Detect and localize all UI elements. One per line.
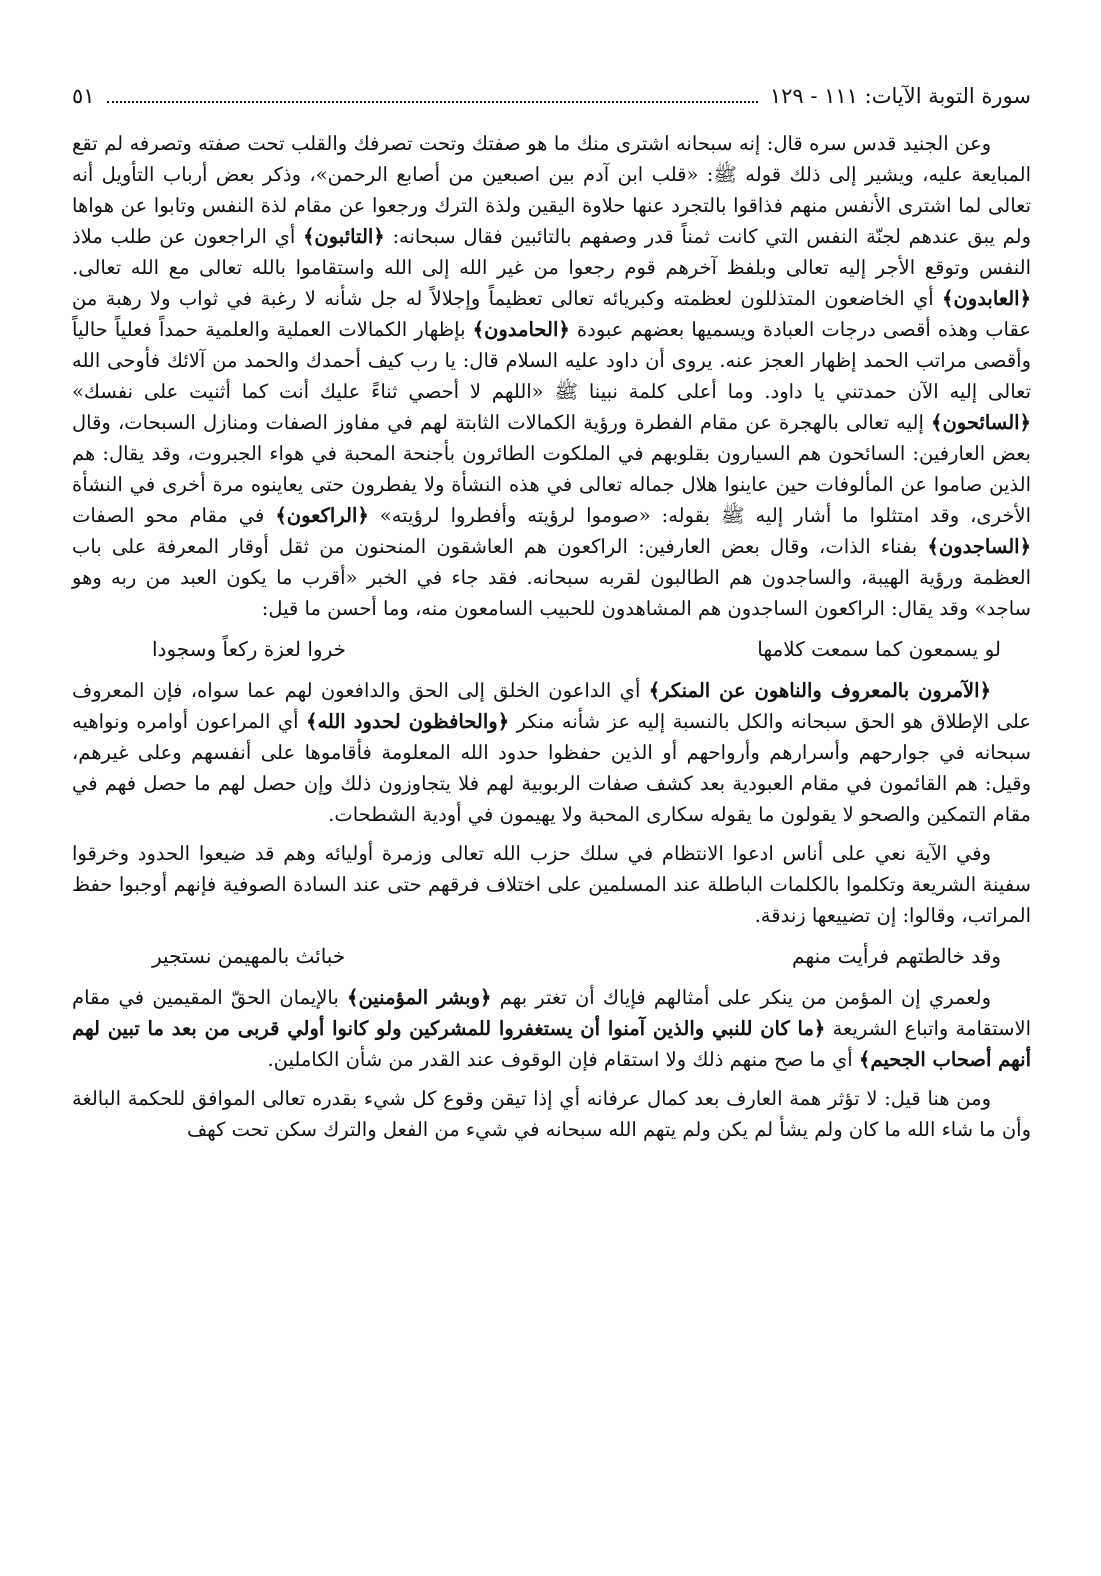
text-run: بإظهار الكمالات العملية والعلمية حمداً فعلياً حالياً وأقصى مراتب الحمد إظهار العجز عنه. يروى أن داود عليه السلام قال: يا رب كيف أحمدك والحمد من آلائك فأوحى الله تعالى إليه الآن حمدتني يا داود. وما أعلى كلمة نبينا ﷺ «اللهم لا أحصي ثناءً عليك أنت كما أثنيت على نفسك» [72, 318, 1031, 403]
paragraph-4 [72, 982, 1031, 1075]
verse-2 [72, 931, 1031, 982]
verse-hemistich-right: وقد خالطتهم فرأيت منهم [792, 944, 1001, 968]
quran-term: ﴿وبشر المؤمنين﴾ [347, 986, 492, 1009]
paragraph-1 [72, 128, 1031, 624]
text-run: أي المراعون أوامره ونواهيه سبحانه في جوارحهم وأسرارهم وأرواحهم أو الذين حفظوا حدود الله المعلومة فأقاموها على أنفسهم وعلى غيرهم، وقيل: هم القائمون في مقام العبودية بعد كشف صفات الربوبية لهم فلا يتجاوزون ذلك وإن حصل لهم ما حصل فهم في مقام التمكين والصحو لا يقولون ما يقوله سكارى المحبة ولا يهيمون في أودية الشطحات. [72, 710, 1031, 826]
quran-term: ﴿الحامدون﴾ [472, 318, 570, 341]
text-run: إليه تعالى بالهجرة عن مقام الفطرة ورؤية الكمالات الثابتة لهم في مفاوز الصفات ومنازل السبحات، وقال بعض العارفين: السائحون هم السيارون بقلوبهم في الملكوت الطائرون بأجنحة المحبة في هواء الجبروت، وقد يقال: هم الذين صاموا عن المألوفات حين عاينوا هلال جماله تعالى في هذه النشأة ولا يفطرون حتى يعاينوه مرة أخرى في النشأة الأخرى، وقد امتثلوا ما أشار إليه ﷺ بقوله: «صوموا لرؤيته وأفطروا لرؤيته» [72, 411, 1032, 527]
quran-term: ﴿التائبون﴾ [302, 225, 385, 248]
quran-verse: ﴿ما كان للنبي والذين آمنوا أن يستغفروا للمشركين ولو كانوا أولي قربى من بعد ما تبين لهم أنهم أصحاب الجحيم﴾ [72, 1017, 1031, 1071]
text-run: بفناء الذات، وقال بعض العارفين: الراكعون هم العاشقون المنحنون من ثقل أوقار المعرفة على باب العظمة ورؤية الهيبة، والساجدون هم الطالبون لقربه سبحانه. فقد جاء في الخبر «أقرب ما يكون العبد من ربه وهو ساجد» وقد يقال: الراكعون الساجدون هم المشاهدون للحبيب السامعون منه، وما أحسن ما قيل: [72, 535, 1031, 620]
paragraph-2 [72, 675, 1031, 830]
text-run: بالإيمان الحقّ المقيمين في مقام الاستقامة واتباع الشريعة [72, 986, 1032, 1040]
quran-term: ﴿السائحون﴾ [931, 411, 1031, 434]
paragraph-5: ومن هنا قيل: لا تؤثر همة العارف بعد كمال عرفانه أي إذا تيقن وقوع كل شيء بقدره تعالى الموافق للحكمة البالغة وأن ما شاء الله ما كان ولم يشأ لم يكن ولم يتهم الله سبحانه في شيء من الفعل والترك سكن تحت كهف [72, 1087, 1031, 1141]
running-title: سورة التوبة الآيات: ١١١ - ١٢٩ [769, 84, 1031, 108]
text-run: ولعمري إن المؤمن من ينكر على أمثالهم فإياك أن تغتر بهم [491, 986, 991, 1009]
text-run: في مقام محو الصفات [72, 504, 276, 527]
quran-term: ﴿الراكعون﴾ [275, 504, 369, 527]
quran-term: ﴿والحافظون لحدود الله﴾ [306, 710, 510, 733]
verse-hemistich-left: خبائث بالمهيمن نستجير [152, 944, 346, 968]
verse-hemistich-right: لو يسمعون كما سمعت كلامها [757, 637, 1001, 661]
page-header [72, 84, 1031, 114]
quran-term: ﴿الساجدون﴾ [927, 535, 1031, 558]
verse-1 [72, 624, 1031, 675]
text-run: أي الخاضعون المتذللون لعظمته وكبريائه تعالى تعظيماً وإجلالاً له جل شأنه لا رغبة في ثواب ولا رهبة من عقاب وهذه أقصى درجات العبادة ويسميها بعضهم عبودة [72, 287, 1031, 341]
paragraph-3: وفي الآية نعي على أناس ادعوا الانتظام في سلك حزب الله تعالى وزمرة أوليائه وهم قد ضيعوا الحدود وخرقوا سفينة الشريعة وتكلموا بالكلمات الباطلة عند المسلمين على اختلاف فرقهم حتى عند السادة الصوفية فإنهم أوجبوا حفظ المراتب، وقالوا: إن تضييعها زندقة. [72, 842, 1031, 927]
quran-term: ﴿الآمرون بالمعروف والناهون عن المنكر﴾ [648, 679, 991, 702]
text-run: أي الراجعون عن طلب ملاذ النفس وتوقع الأجر إليه تعالى وبلفظ آخرهم قوم رجعوا من غير الله إلى الله واستقاموا بالله تعالى مع الله تعالى. [72, 225, 1031, 279]
quran-term: ﴿العابدون﴾ [942, 287, 1031, 310]
verse-hemistich-left: خروا لعزة ركعاً وسجودا [152, 637, 346, 661]
page-number: ٥١ [72, 84, 95, 108]
text-run: وعن الجنيد قدس سره قال: إنه سبحانه اشترى منك ما هو صفتك وتحت تصرفك والقلب تحت صفته وتصرفه لم تقع المبايعة عليه، ويشير إلى ذلك قوله ﷺ: «قلب ابن آدم بين اصبعين من أصابع الرحمن»، وذكر بعض أرباب التأويل أنه تعالى لما اشترى الأنفس منهم فذاقوا بالتجرد عنها حلاوة اليقين ولذة الترك ورجعوا عن مقام لذة النفس وتابوا عن هواها ولم يبق عندهم لجنّة النفس التي كانت ثمناً قدر وصفهم بالتائبين فقال سبحانه: [72, 132, 1031, 248]
page-body [72, 128, 1031, 1145]
text-run: أي الداعون الخلق إلى الحق والدافعون لهم عما سواه، فإن المعروف على الإطلاق هو الحق سبحانه والكل بالنسبة إليه عز شأنه منكر [72, 679, 1031, 733]
text-run: أي ما صح منهم ذلك ولا استقام فإن الوقوف عند القدر من شأن الكاملين. [267, 1048, 859, 1071]
header-leader-dots [107, 87, 758, 103]
